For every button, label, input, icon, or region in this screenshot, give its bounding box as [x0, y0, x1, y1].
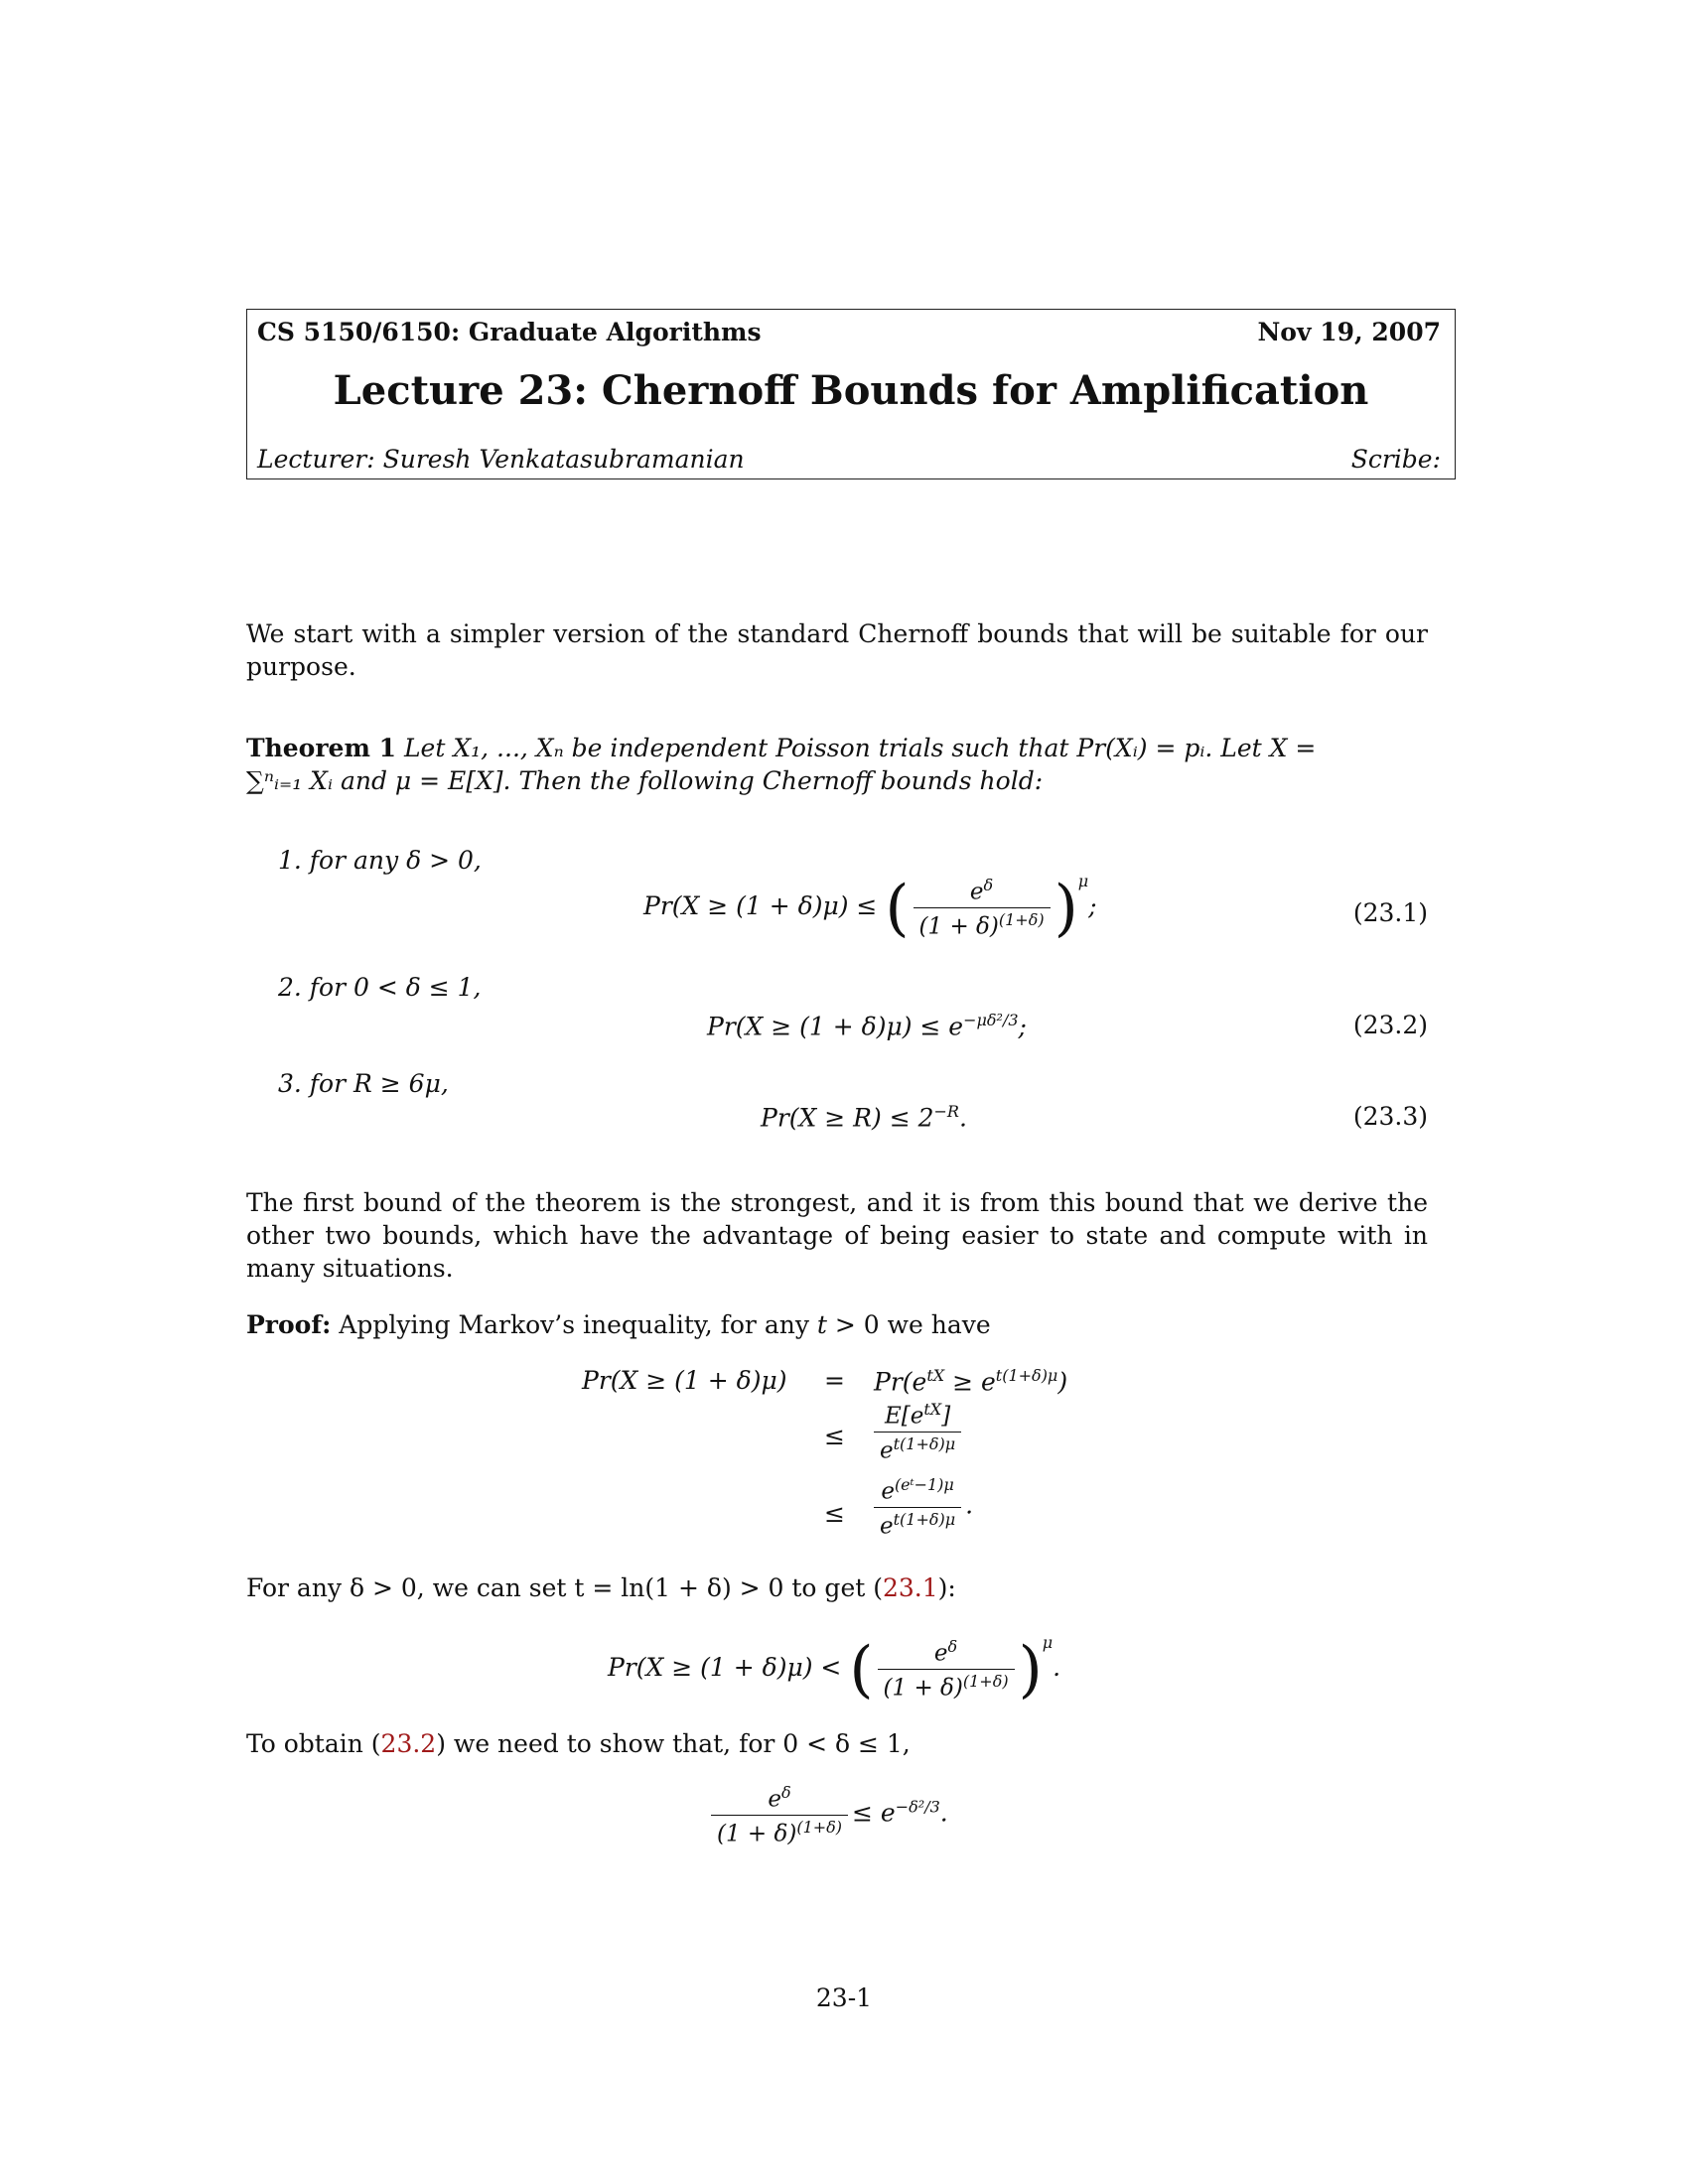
equation-link-23-1[interactable]: 23.1: [882, 1573, 938, 1602]
lecture-header-box: [246, 309, 1456, 479]
lecture-title: Lecture 23: Chernoff Bounds for Amplification: [333, 367, 1369, 414]
result-equation: Pr(X ≥ (1 + δ)μ) < ( $\frac{e^\delta}{(1 + \delta)^{(1+\delta)}}$ )$^\mu$.: [608, 1632, 1061, 1706]
derivation-rel-3: ≤: [824, 1499, 845, 1528]
obtain-sentence: To obtain (23.2) we need to show that, for 0 < δ ≤ 1,: [246, 1729, 911, 1758]
proof-label: Proof:: [246, 1310, 332, 1339]
derivation-rhs-3: $\frac{e^{(eᵗ-1)\mu}}{e^{t(1+\delta)\mu}}$ .: [870, 1475, 973, 1539]
bound-3-condition: 3. for R ≥ 6μ,: [278, 1069, 449, 1098]
set-t-sentence: For any δ > 0, we can set t = ln(1 + δ) > 0 to get (23.1):: [246, 1573, 956, 1602]
lecturer: Lecturer: Suresh Venkatasubramanian: [257, 445, 745, 474]
equation-link-23-2[interactable]: 23.2: [380, 1729, 437, 1758]
intro-paragraph: We start with a simpler version of the standard Chernoff bounds that will be suitable for our purpose.: [246, 619, 1428, 681]
theorem-line-2: ∑ⁿᵢ₌₁ Xᵢ and μ = E[X]. Then the following Chernoff bounds hold:: [246, 766, 1044, 795]
bound-2-condition: 2. for 0 < δ ≤ 1,: [278, 973, 482, 1002]
proof-intro: Proof: Applying Markov’s inequality, for any t > 0 we have: [246, 1310, 991, 1339]
equation-number-23-1: (23.1): [1352, 898, 1428, 927]
discussion-paragraph: The first bound of the theorem is the strongest, and it is from this bound that we derive the other two bounds, which have the advantage of being easier to state and compute with in many situations.: [246, 1188, 1428, 1283]
equation-number-23-3: (23.3): [1352, 1102, 1428, 1131]
theorem-label: Theorem 1: [246, 734, 396, 762]
final-inequality: $\frac{e^\delta}{(1 + \delta)^{(1+\delta)}}$ ≤ $e^{-\delta^2/3}$.: [707, 1783, 948, 1846]
course-name: CS 5150/6150: Graduate Algorithms: [257, 318, 762, 346]
theorem-statement: [246, 732, 1428, 797]
derivation-row-1: Pr(X ≥ (1 + δ)μ): [582, 1366, 787, 1395]
derivation-rhs-1: $Pr(e^{tX} \ge e^{t(1+\delta)\mu})$: [874, 1366, 1068, 1397]
derivation-rel-1: =: [824, 1366, 845, 1395]
scribe: Scribe:: [1350, 445, 1441, 474]
page-number: 23-1: [815, 1983, 873, 2012]
equation-23-1: Pr(X ≥ (1 + δ)μ) ≤ ( $\frac{e^\delta}{(1 + \delta)^{(1+\delta)}}$ )$^\mu$;: [643, 871, 1097, 944]
equation-23-3: $Pr(X \ge R) \le 2^{-R}$.: [761, 1102, 967, 1133]
bound-1-condition: 1. for any δ > 0,: [278, 846, 482, 875]
equation-number-23-2: (23.2): [1352, 1011, 1428, 1039]
lecture-date: Nov 19, 2007: [1257, 318, 1441, 346]
equation-23-2: $Pr(X \ge (1 + \delta)\mu) \le e^{-\mu\delta^2/3}$;: [707, 1011, 1027, 1041]
theorem-line-1: Let X₁, ..., Xₙ be independent Poisson trials such that Pr(Xᵢ) = pᵢ. Let X =: [403, 734, 1317, 762]
derivation-rel-2: ≤: [824, 1422, 845, 1450]
derivation-rhs-2: $\frac{E[e^{tX}]}{e^{t(1+\delta)\mu}}$: [870, 1400, 965, 1463]
